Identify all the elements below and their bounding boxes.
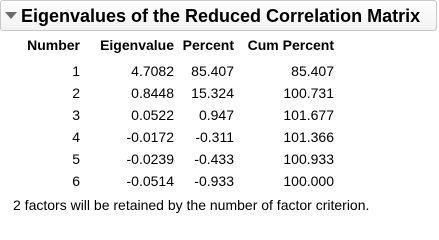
column-header-number: Number	[27, 37, 80, 53]
column-header-cum-percent: Cum Percent	[247, 37, 334, 53]
column-header-eigenvalue: Eigenvalue	[100, 37, 174, 53]
cell-number: 1	[72, 63, 80, 79]
cell-eigenvalue: 4.7082	[131, 63, 174, 79]
cell-number: 2	[72, 85, 80, 101]
factor-retention-note: 2 factors will be retained by the number of factor criterion.	[13, 197, 370, 213]
cell-number: 6	[72, 173, 80, 189]
cell-percent: 0.947	[198, 107, 234, 123]
cell-eigenvalue: -0.0514	[126, 173, 174, 189]
cell-cum-percent: 100.933	[283, 151, 334, 167]
cell-cum-percent: 101.366	[283, 129, 334, 145]
cell-percent: 85.407	[191, 63, 234, 79]
cell-cum-percent: 101.677	[283, 107, 334, 123]
cell-cum-percent: 100.000	[283, 173, 334, 189]
cell-number: 3	[72, 107, 80, 123]
cell-cum-percent: 100.731	[283, 85, 334, 101]
cell-cum-percent: 85.407	[291, 63, 334, 79]
cell-eigenvalue: -0.0239	[126, 151, 174, 167]
column-header-percent: Percent	[182, 37, 234, 53]
cell-percent: -0.433	[194, 151, 234, 167]
cell-percent: -0.933	[194, 173, 234, 189]
cell-percent: 15.324	[191, 85, 234, 101]
cell-eigenvalue: 0.0522	[131, 107, 174, 123]
cell-number: 4	[72, 129, 80, 145]
disclosure-triangle-icon[interactable]	[5, 12, 17, 19]
report-title: Eigenvalues of the Reduced Correlation Matrix	[21, 6, 421, 26]
cell-eigenvalue: -0.0172	[126, 129, 174, 145]
outline-header[interactable]	[0, 0, 437, 31]
cell-percent: -0.311	[195, 129, 234, 145]
cell-number: 5	[72, 151, 80, 167]
cell-eigenvalue: 0.8448	[131, 85, 174, 101]
